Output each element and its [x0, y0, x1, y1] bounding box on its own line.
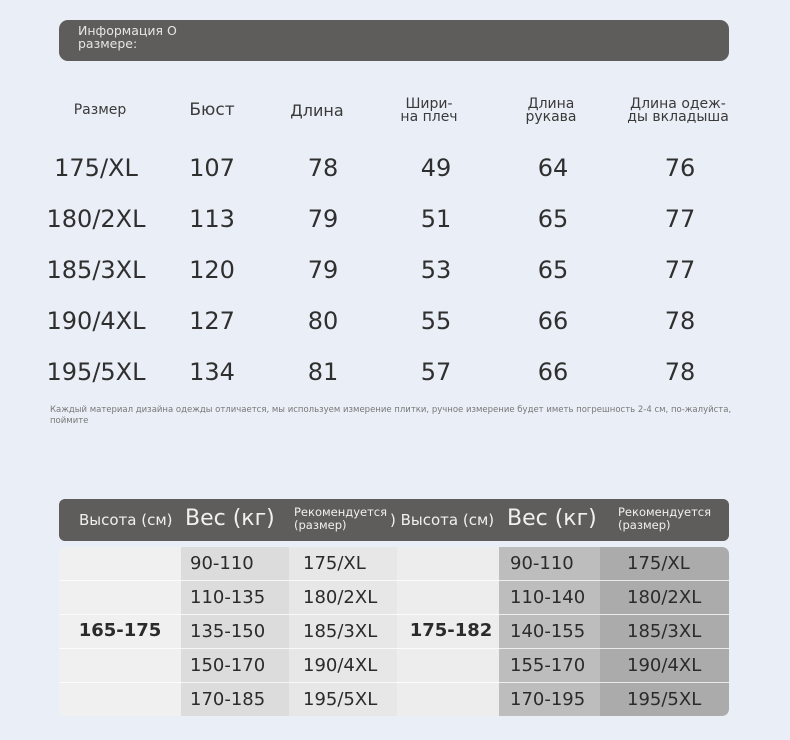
size-row-2-bust: 113 — [189, 205, 235, 233]
group-1-height-column — [59, 547, 181, 716]
size-row-4-bust: 127 — [189, 307, 235, 335]
header-size: Размер — [73, 102, 127, 118]
size-row-2-sleeve: 65 — [537, 205, 569, 233]
rec-header-height-right: ) Высота (см) — [390, 511, 495, 529]
group-2-size-3: 185/3XL — [627, 621, 702, 642]
size-row-3-length: 79 — [307, 256, 339, 284]
header-bust: Бюст — [189, 100, 235, 120]
size-row-1-inner-length: 76 — [664, 154, 696, 182]
group-1-size-2: 180/2XL — [303, 587, 378, 608]
header-shoulder: Шири- на плеч — [400, 96, 458, 125]
group-1-weight-1: 90-110 — [190, 553, 254, 574]
group-1-height: 165-175 — [78, 620, 162, 641]
rec-header-weight-left: Вес (кг) — [185, 506, 275, 531]
grid-row-separator — [59, 614, 729, 615]
recommend-grid — [59, 547, 729, 716]
size-row-4-shoulder: 55 — [420, 307, 452, 335]
size-row-2-inner-length: 77 — [664, 205, 696, 233]
size-row-5-bust: 134 — [189, 358, 235, 386]
rec-header-weight-right: Вес (кг) — [507, 506, 597, 531]
group-1-weight-3: 135-150 — [190, 621, 266, 642]
size-row-1-sleeve: 64 — [537, 154, 569, 182]
size-row-3-bust: 120 — [189, 256, 235, 284]
size-row-3-sleeve: 65 — [537, 256, 569, 284]
group-1-size-1: 175/XL — [303, 553, 366, 574]
group-1-size-5: 195/5XL — [303, 689, 378, 710]
size-row-1-length: 78 — [307, 154, 339, 182]
header-sleeve: Длина рукава — [525, 96, 577, 125]
rec-header-recommend-left: Рекомендуется (размер) — [294, 505, 388, 532]
size-row-5-size: 195/5XL — [46, 358, 146, 386]
size-row-5-shoulder: 57 — [420, 358, 452, 386]
group-1-size-4: 190/4XL — [303, 655, 378, 676]
grid-row-separator — [59, 580, 729, 581]
header-length: Длина — [290, 101, 344, 120]
group-1-size-3: 185/3XL — [303, 621, 378, 642]
group-2-height-column — [397, 547, 499, 716]
group-2-size-1: 175/XL — [627, 553, 690, 574]
size-row-1-bust: 107 — [189, 154, 235, 182]
size-row-4-inner-length: 78 — [664, 307, 696, 335]
group-2-weight-1: 90-110 — [510, 553, 574, 574]
group-2-size-column — [600, 547, 729, 716]
group-2-weight-3: 140-155 — [510, 621, 586, 642]
group-2-height: 175-182 — [409, 620, 493, 641]
size-row-5-inner-length: 78 — [664, 358, 696, 386]
group-2-weight-5: 170-195 — [510, 689, 586, 710]
size-row-5-sleeve: 66 — [537, 358, 569, 386]
header-inner-length: Длина одеж- ды вкладыша — [627, 96, 729, 125]
size-row-4-size: 190/4XL — [46, 307, 146, 335]
recommend-header-bar — [59, 499, 729, 541]
rec-header-height-left: Высота (см) — [79, 511, 173, 529]
size-row-2-shoulder: 51 — [420, 205, 452, 233]
size-row-2-size: 180/2XL — [46, 205, 146, 233]
group-1-weight-5: 170-185 — [190, 689, 266, 710]
size-row-3-size: 185/3XL — [46, 256, 146, 284]
size-row-2-length: 79 — [307, 205, 339, 233]
group-2-weight-4: 155-170 — [510, 655, 586, 676]
group-2-weight-column — [499, 547, 600, 716]
group-1-size-column — [289, 547, 397, 716]
size-row-4-sleeve: 66 — [537, 307, 569, 335]
size-row-5-length: 81 — [307, 358, 339, 386]
group-2-size-2: 180/2XL — [627, 587, 702, 608]
measurement-note: Каждый материал дизайна одежды отличается, мы используем измерение плитки, ручное измерение будет иметь погрешность 2-4 см, по-жалуйста, поймите — [50, 405, 732, 426]
size-row-1-size: 175/XL — [54, 154, 138, 182]
size-row-3-shoulder: 53 — [420, 256, 452, 284]
group-1-weight-column — [181, 547, 289, 716]
group-1-weight-2: 110-135 — [190, 587, 266, 608]
info-title: Информация О размере: — [78, 23, 177, 51]
grid-row-separator — [59, 648, 729, 649]
size-row-3-inner-length: 77 — [664, 256, 696, 284]
size-row-4-length: 80 — [307, 307, 339, 335]
group-2-weight-2: 110-140 — [510, 587, 586, 608]
group-1-weight-4: 150-170 — [190, 655, 266, 676]
group-2-size-5: 195/5XL — [627, 689, 702, 710]
group-2-size-4: 190/4XL — [627, 655, 702, 676]
size-row-1-shoulder: 49 — [420, 154, 452, 182]
rec-header-recommend-right: Рекомендуется (размер) — [618, 505, 712, 532]
grid-row-separator — [59, 682, 729, 683]
